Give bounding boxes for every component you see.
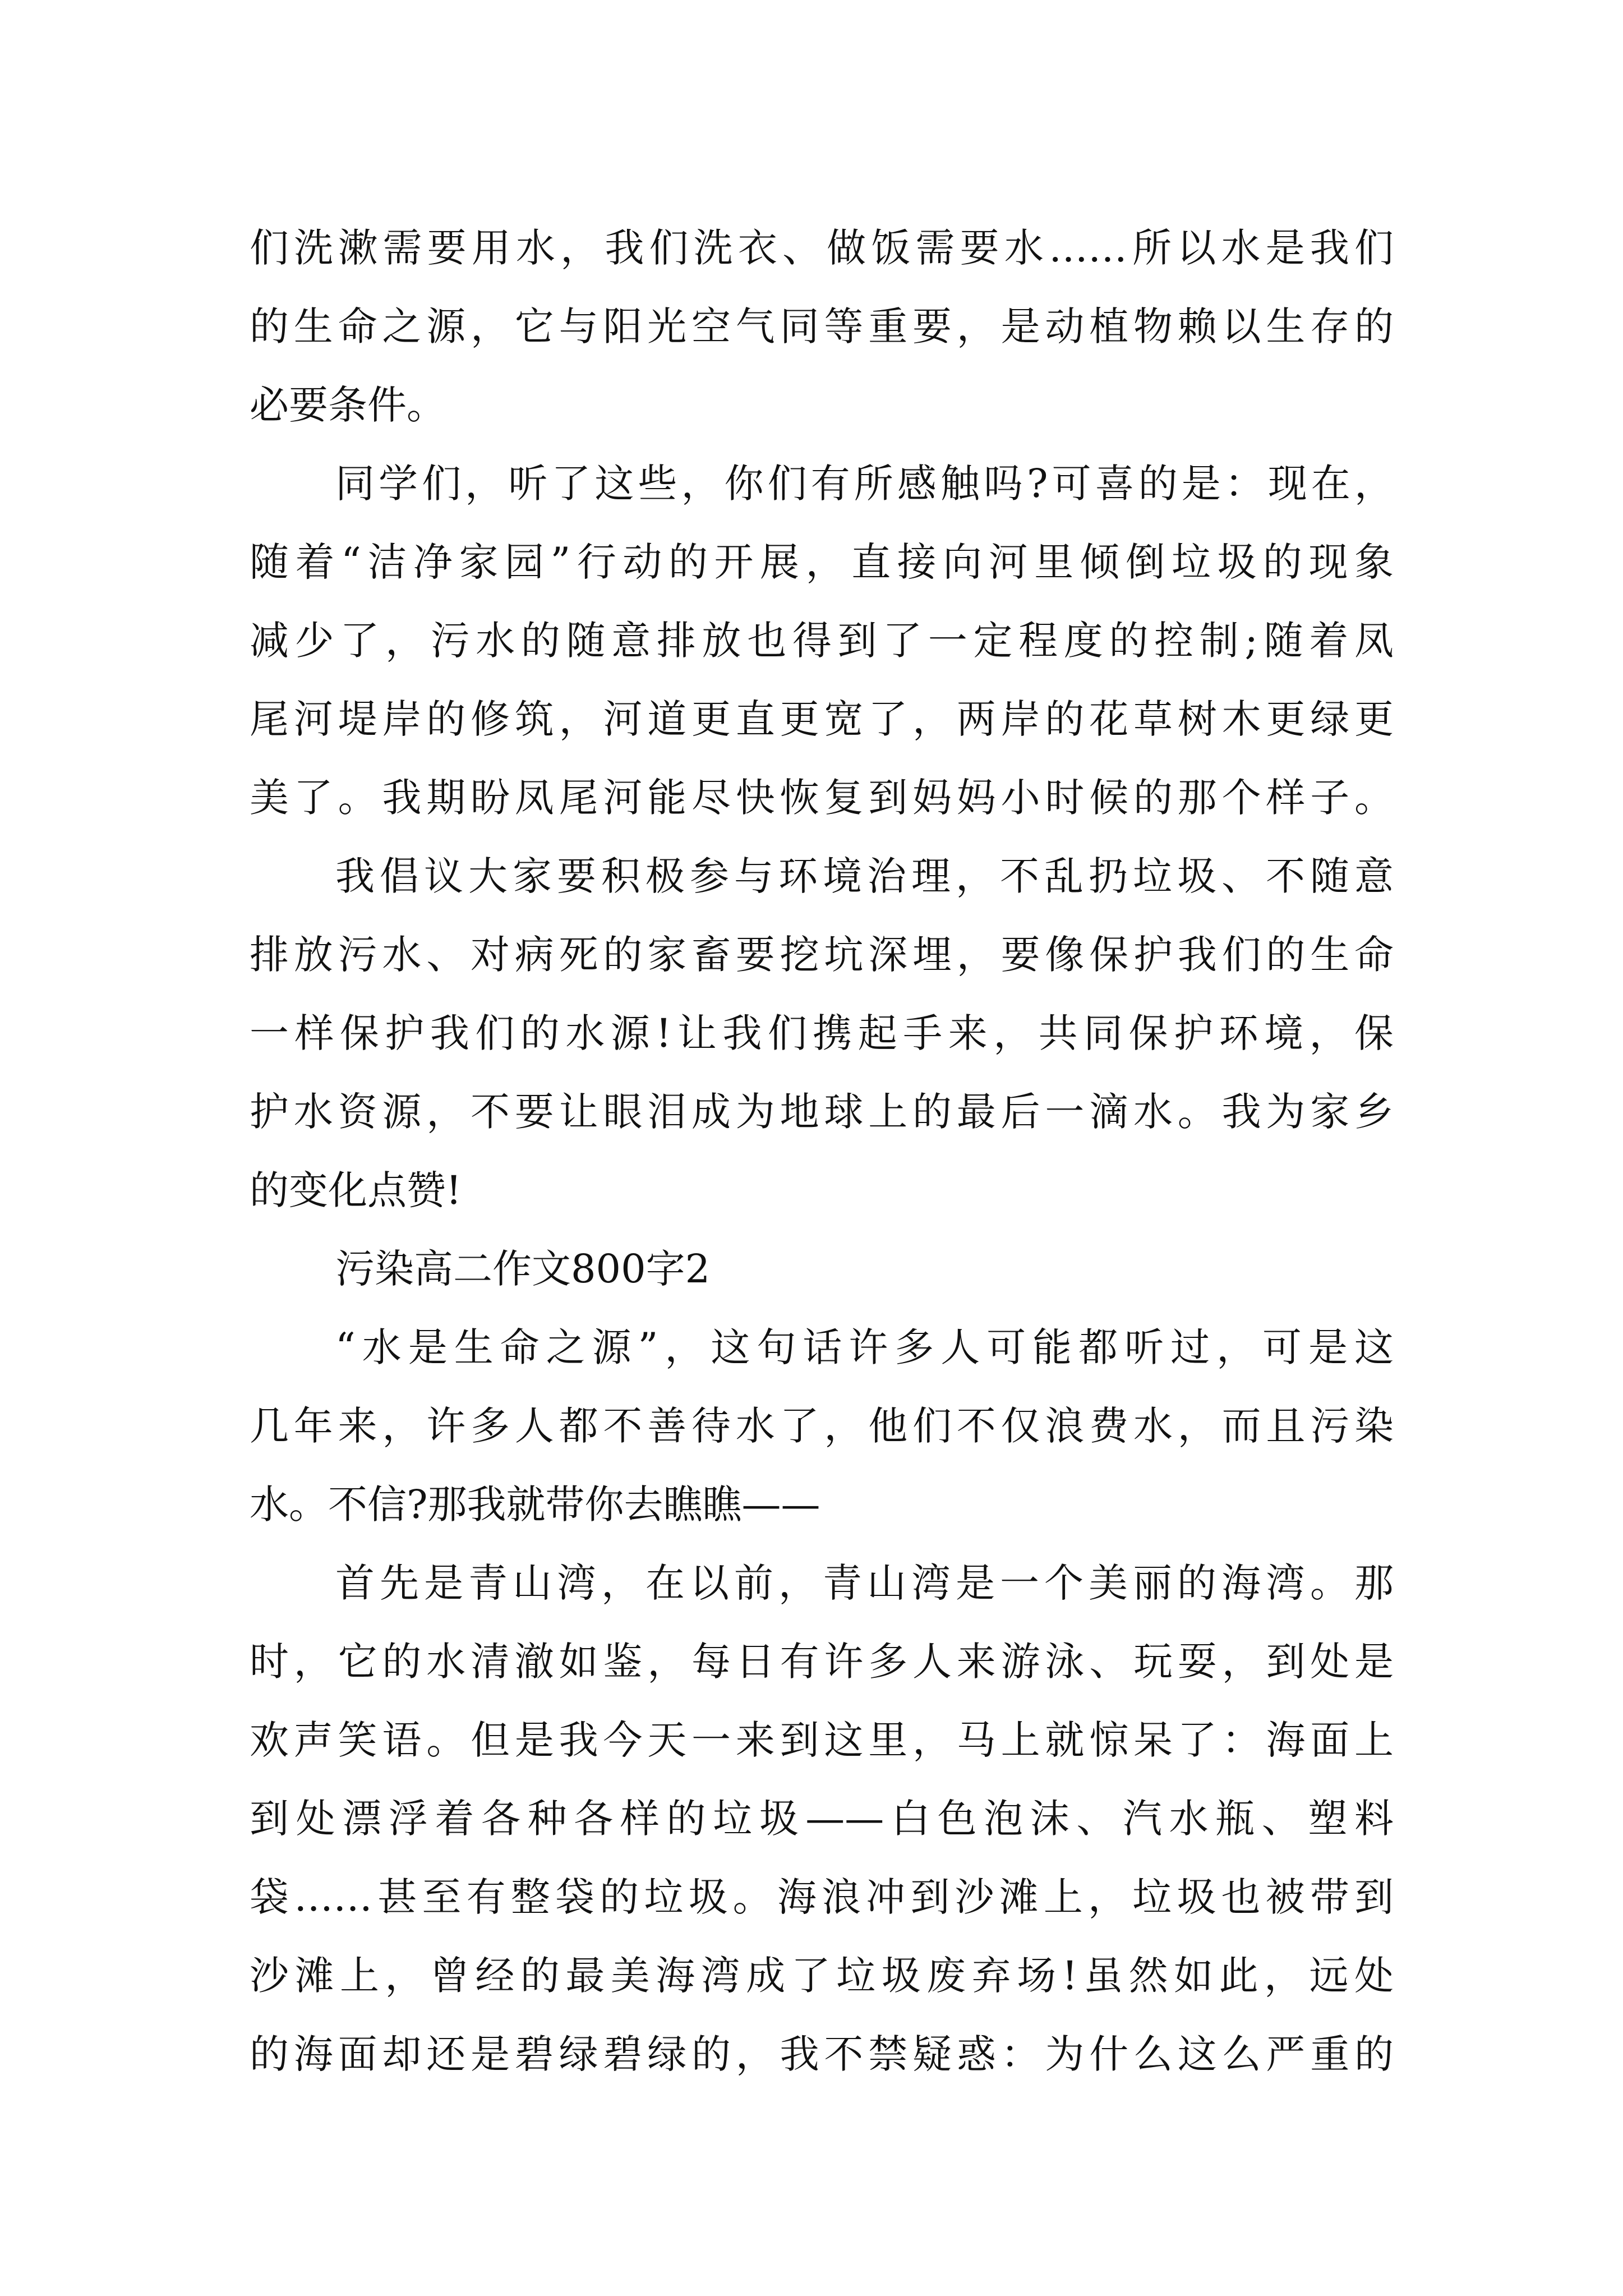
text-line: 排放污水、对病死的家畜要挖坑深埋，要像保护我们的生命 xyxy=(250,932,1394,978)
text-line: 们洗漱需要用水，我们洗衣、做饭需要水……所以水是我们 xyxy=(250,225,1394,271)
text-line: 的海面却还是碧绿碧绿的，我不禁疑惑：为什么这么严重的 xyxy=(250,2031,1394,2077)
text-line: 水。不信?那我就带你去瞧瞧—— xyxy=(250,1481,820,1527)
text-line: 几年来，许多人都不善待水了，他们不仅浪费水，而且污染 xyxy=(250,1403,1394,1449)
text-line: 袋……甚至有整袋的垃圾。海浪冲到沙滩上，垃圾也被带到 xyxy=(250,1874,1394,1920)
text-line: 一样保护我们的水源!让我们携起手来，共同保护环境，保 xyxy=(250,1010,1394,1056)
text-line: 的变化点赞! xyxy=(250,1167,462,1213)
text-line: 护水资源，不要让眼泪成为地球上的最后一滴水。我为家乡 xyxy=(250,1089,1394,1135)
text-line: 随着“洁净家园”行动的开展，直接向河里倾倒垃圾的现象 xyxy=(250,539,1394,585)
text-line: 同学们，听了这些，你们有所感触吗?可喜的是：现在， xyxy=(335,461,1394,507)
text-line: 到处漂浮着各种各样的垃圾——白色泡沫、汽水瓶、塑料 xyxy=(250,1796,1394,1842)
section-heading: 污染高二作文800字2 xyxy=(335,1246,711,1292)
text-line: 尾河堤岸的修筑，河道更直更宽了，两岸的花草树木更绿更 xyxy=(250,696,1394,742)
text-line: 的生命之源，它与阳光空气同等重要，是动植物赖以生存的 xyxy=(250,303,1394,349)
text-line: “水是生命之源”，这句话许多人可能都听过，可是这 xyxy=(335,1324,1394,1370)
text-line: 欢声笑语。但是我今天一来到这里，马上就惊呆了：海面上 xyxy=(250,1717,1394,1763)
text-line: 首先是青山湾，在以前，青山湾是一个美丽的海湾。那 xyxy=(335,1560,1394,1606)
text-line: 沙滩上，曾经的最美海湾成了垃圾废弃场!虽然如此，远处 xyxy=(250,1953,1394,1999)
text-line: 我倡议大家要积极参与环境治理，不乱扔垃圾、不随意 xyxy=(335,853,1394,899)
text-line: 时，它的水清澈如鉴，每日有许多人来游泳、玩耍，到处是 xyxy=(250,1639,1394,1685)
text-line: 减少了，污水的随意排放也得到了一定程度的控制;随着凤 xyxy=(250,618,1394,664)
text-line: 美了。我期盼凤尾河能尽快恢复到妈妈小时候的那个样子。 xyxy=(250,775,1394,821)
text-line: 必要条件。 xyxy=(250,382,446,428)
